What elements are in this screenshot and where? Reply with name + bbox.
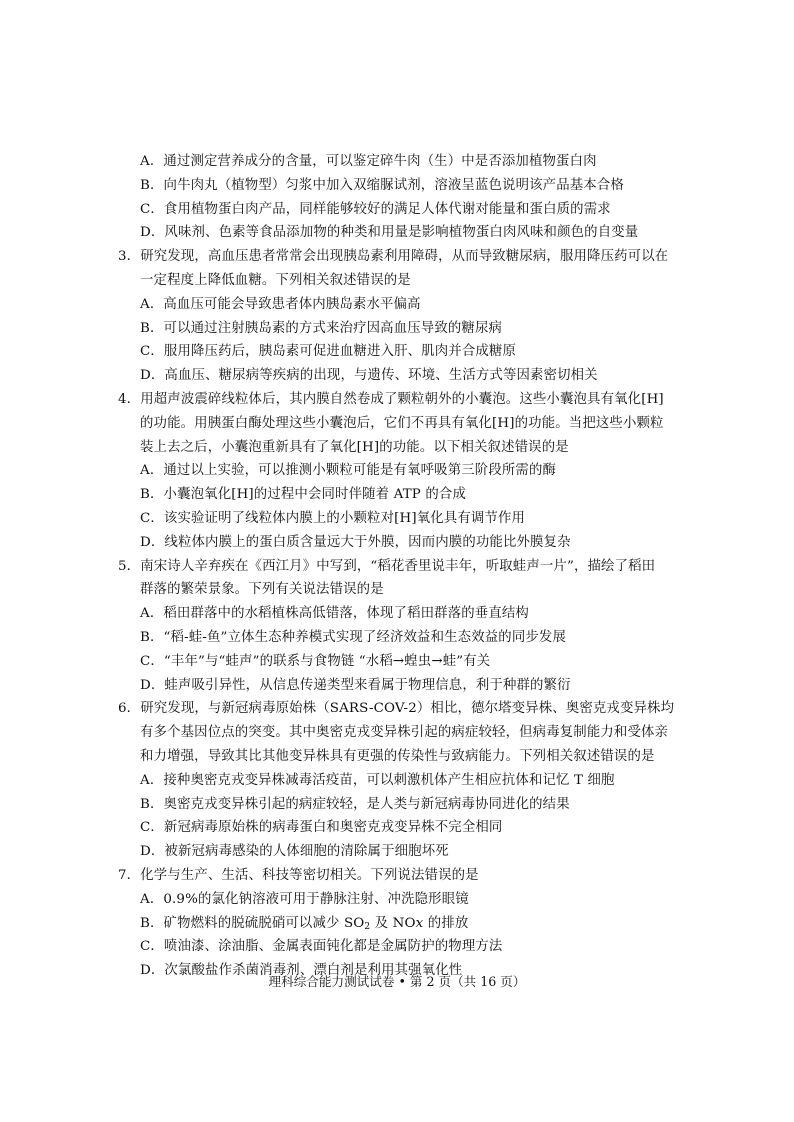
answer-option: D．蛙声吸引异性，从信息传递类型来看属于物理信息，利于种群的繁衍 bbox=[140, 677, 571, 693]
question-stem: 6．研究发现，与新冠病毒原始株（SARS-COV-2）相比，德尔塔变异株、奥密克戎变异株均 bbox=[118, 701, 675, 717]
answer-option: C．新冠病毒原始株的病毒蛋白和奥密克戎变异株不完全相同 bbox=[140, 820, 503, 836]
answer-option: A．接种奥密克戎变异株减毒活疫苗，可以刺激机体产生相应抗体和记忆 T 细胞 bbox=[140, 772, 615, 788]
question-stem: 4．用超声波震碎线粒体后，其内膜自然卷成了颗粒朝外的小囊泡。这些小囊泡具有氧化[H] bbox=[118, 391, 664, 407]
answer-option: D．被新冠病毒感染的人体细胞的清除属于细胞坏死 bbox=[140, 844, 449, 860]
answer-option: B．可以通过注射胰岛素的方式来治疗因高血压导致的糖尿病 bbox=[140, 320, 503, 336]
answer-option: A．通过以上实验，可以推测小颗粒可能是有氧呼吸第三阶段所需的酶 bbox=[140, 463, 557, 479]
question-stem: 7．化学与生产、生活、科技等密切相关。下列说法错误的是 bbox=[118, 867, 479, 883]
page-footer: 理科综合能力测试试卷 • 第 2 页（共 16 页） bbox=[268, 974, 526, 989]
question-stem: 5．南宋诗人辛弃疾在《西江月》中写到，“稻花香里说丰年，听取蛙声一片”，描绘了稻田 bbox=[118, 558, 656, 574]
answer-option: C．喷油漆、涂油脂、金属表面钝化都是金属防护的物理方法 bbox=[140, 939, 503, 955]
answer-option: B．“稻-蛙-鱼”立体生态种养模式实现了经济效益和生态效益的同步发展 bbox=[140, 629, 567, 645]
answer-option: A．稻田群落中的水稻植株高低错落，体现了稻田群落的垂直结构 bbox=[140, 606, 529, 622]
question-stem-continued: 装上去之后，小囊泡重新具有了氧化[H]的功能。以下相关叙述错误的是 bbox=[140, 439, 569, 455]
answer-option: A．通过测定营养成分的含量，可以鉴定碎牛肉（生）中是否添加植物蛋白肉 bbox=[140, 154, 597, 169]
so2-text-after: 及 NO bbox=[370, 915, 416, 931]
question-stem-continued: 的功能。用胰蛋白酶处理这些小囊泡后，它们不再具有氧化[H]的功能。当把这些小颗粒 bbox=[140, 415, 664, 431]
nox-italic-x: x bbox=[415, 915, 424, 931]
answer-option: A．0.9%的氯化钠溶液可用于静脉注射、冲洗隐形眼镜 bbox=[140, 891, 469, 907]
answer-option: B．向牛肉丸（植物型）匀浆中加入双缩脲试剂，溶液呈蓝色说明该产品基本合格 bbox=[140, 177, 624, 193]
answer-option: C．食用植物蛋白肉产品，同样能够较好的满足人体代谢对能量和蛋白质的需求 bbox=[140, 201, 611, 217]
so2-text-end: 的排放 bbox=[423, 915, 469, 931]
answer-option: C．服用降压药后，胰岛素可促进血糖进入肝、肌肉并合成糖原 bbox=[140, 344, 516, 360]
answer-option: D．线粒体内膜上的蛋白质含量远大于外膜，因而内膜的功能比外膜复杂 bbox=[140, 534, 571, 550]
question-stem-continued: 和力增强，导致其比其他变异株具有更强的传染性与致病能力。下列相关叙述错误的是 bbox=[140, 748, 655, 764]
answer-option: D．次氯酸盐作杀菌消毒剂、漂白剂是利用其强氧化性 bbox=[140, 963, 463, 979]
answer-option: C．“丰年”与“蛙声”的联系与食物链 “水稻→蝗虫→蛙”有关 bbox=[140, 653, 491, 669]
question-stem-continued: 群落的繁荣景象。下列有关说法错误的是 bbox=[140, 582, 384, 598]
so2-subscript: 2 bbox=[364, 921, 371, 932]
question-body bbox=[118, 150, 698, 983]
answer-option: B．小囊泡氧化[H]的过程中会同时伴随着 ATP 的合成 bbox=[140, 487, 466, 503]
answer-option: C．该实验证明了线粒体内膜上的小颗粒对[H]氧化具有调节作用 bbox=[140, 510, 526, 526]
answer-option: B．奥密克戎变异株引起的病症较轻，是人类与新冠病毒协同进化的结果 bbox=[140, 796, 570, 812]
option-b-so2-line bbox=[118, 912, 698, 936]
question-stem-continued: 一定程度上降低血糖。下列相关叙述错误的是 bbox=[140, 272, 411, 288]
question-stem-continued: 有多个基因位点的突变。其中奥密克戎变异株引起的病症较轻，但病毒复制能力和受体亲 bbox=[140, 725, 669, 741]
answer-option: A．高血压可能会导致患者体内胰岛素水平偏高 bbox=[140, 296, 421, 312]
answer-option: D．高血压、糖尿病等疾病的出现，与遗传、环境、生活方式等因素密切相关 bbox=[140, 368, 598, 384]
so2-text-before: B．矿物燃料的脱硫脱硝可以减少 SO bbox=[140, 915, 365, 931]
question-lines bbox=[118, 150, 698, 912]
question-stem: 3．研究发现，高血压患者常常会出现胰岛素利用障碍，从而导致糖尿病，服用降压药可以在 bbox=[118, 249, 669, 265]
answer-option: D．风味剂、色素等食品添加物的种类和用量是影响植物蛋白肉风味和颜色的自变量 bbox=[140, 225, 639, 241]
